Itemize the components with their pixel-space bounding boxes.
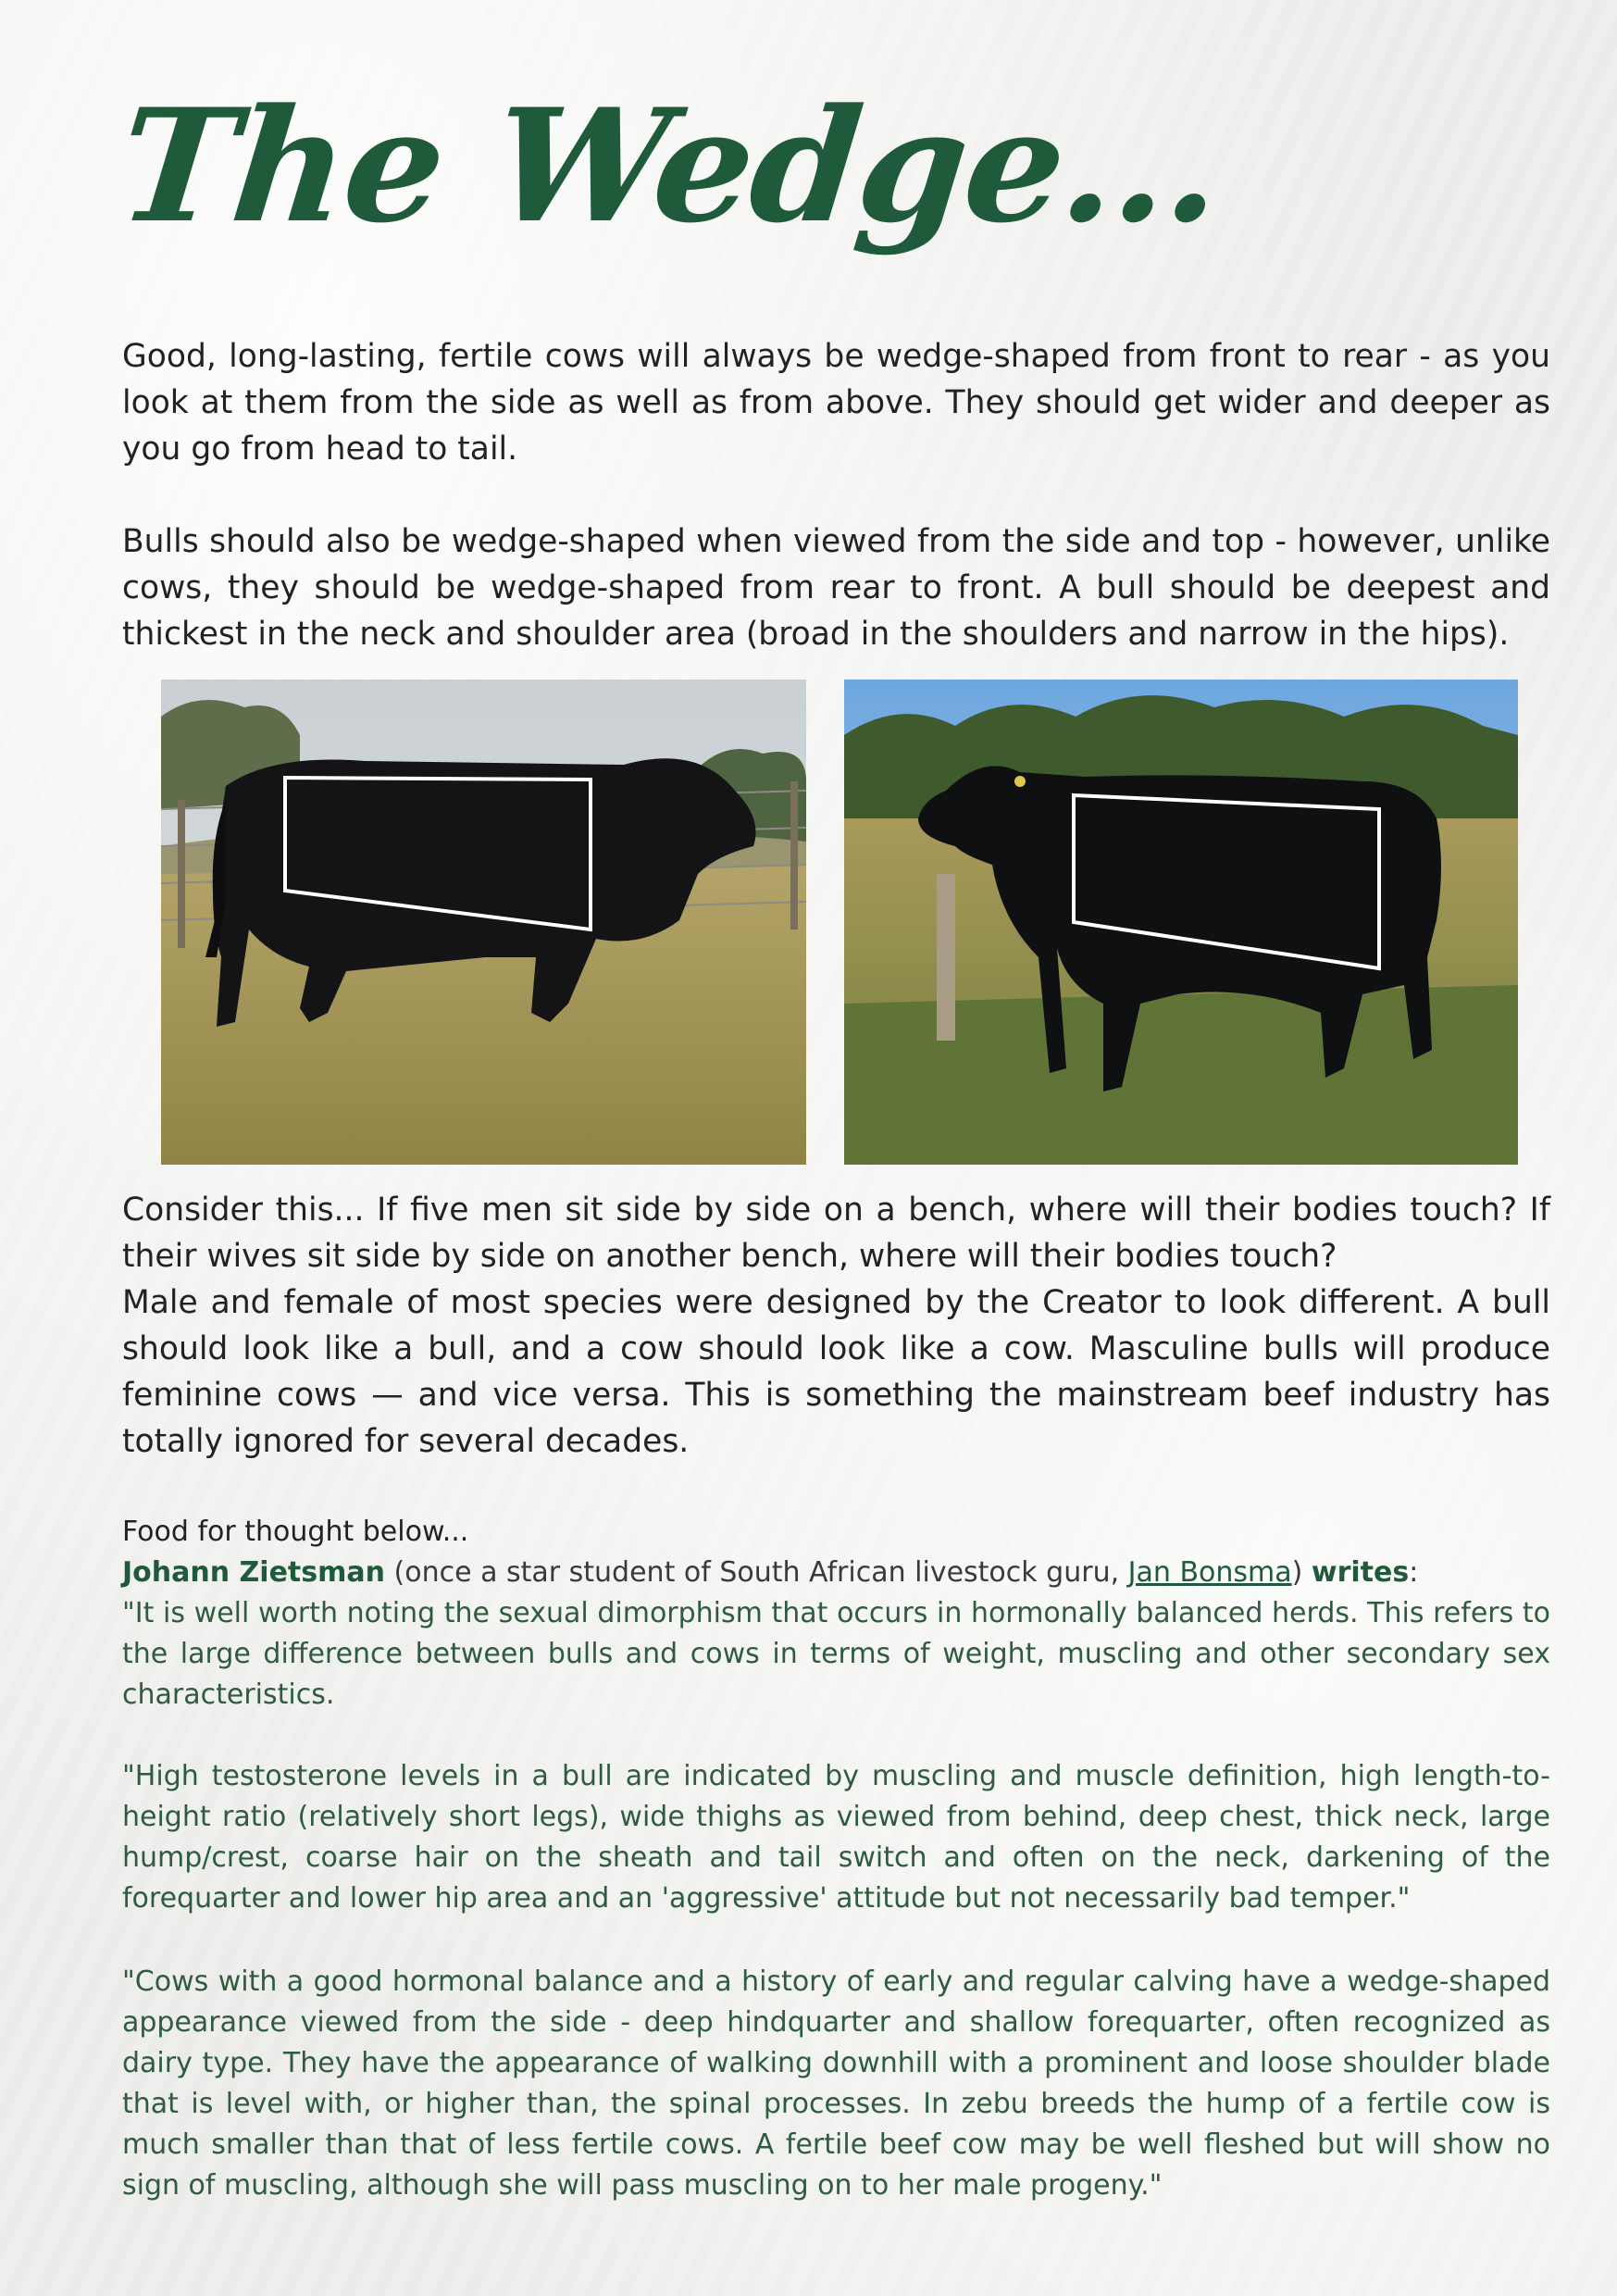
attribution-line (122, 1553, 1550, 1593)
bull-photo (161, 680, 806, 1165)
jan-bonsma-link[interactable]: Jan Bonsma (1127, 1556, 1292, 1589)
quote-cows-balance: "Cows with a good hormonal balance and a history of early and regular calving have a wedge-shaped appearance viewed from the side - deep hindquarter and shallow forequarter, often recognized as dairy type. They have the appearance of walking downhill with a prominent and loose shoulder blade that is level with, or higher than, the spinal processes. In zebu breeds the hump of a fertile cow is much smaller than that of less fertile cows. A fertile beef cow may be well fleshed but will show no sign of muscling, although she will pass muscling on to her male progeny." (122, 1965, 1550, 2202)
attribution-close: ) (1291, 1556, 1312, 1589)
cow-photo (844, 680, 1518, 1165)
food-for-thought: Food for thought below... (122, 1516, 469, 1548)
attribution-middle: (once a star student of South African livestock guru, (384, 1556, 1128, 1589)
writes-label: writes (1311, 1556, 1410, 1589)
attribution-colon: : (1409, 1556, 1419, 1589)
paragraph-male-female: Male and female of most species were designed by the Creator to look different. A bull should look like a bull, and a cow should look like a cow. Masculine bulls will produce feminine cows — and vice versa. This is something the mainstream beef industry has totally ignored for several decades. (122, 1284, 1550, 1460)
page-title: The Wedge... (110, 74, 1230, 257)
paragraph-cows-wedge: Good, long-lasting, fertile cows will always be wedge-shaped from front to rear - as you look at them from the side as well as from above. They should get wider and deeper as you go from head to tail. (122, 338, 1550, 468)
paragraph-bulls-wedge: Bulls should also be wedge-shaped when viewed from the side and top - however, unlike cows, they should be wedge-shaped from rear to front. A bull should be deepest and thickest in the neck and shoulder area (broad in the shoulders and narrow in the hips). (122, 523, 1550, 653)
quote-testosterone: "High testosterone levels in a bull are indicated by muscling and muscle definition, high length-to-height ratio (relatively short legs), wide thighs as viewed from behind, deep chest, thick neck, large hump/crest, coarse hair on the sheath and tail switch and often on the neck, darkening of the forequarter and lower hip area and an 'aggressive' attitude but not necessarily bad temper." (122, 1760, 1550, 1915)
author-name: Johann Zietsman (122, 1556, 385, 1589)
quote-sexual-dimorphism: "It is well worth noting the sexual dimorphism that occurs in hormonally balanced herds. This refers to the large difference between bulls and cows in terms of weight, muscling and other secondary sex characteristics. (122, 1597, 1550, 1711)
paragraph-consider-this: Consider this... If five men sit side by side on a bench, where will their bodies touch? If their wives sit side by side on another bench, where will their bodies touch? (122, 1192, 1550, 1275)
